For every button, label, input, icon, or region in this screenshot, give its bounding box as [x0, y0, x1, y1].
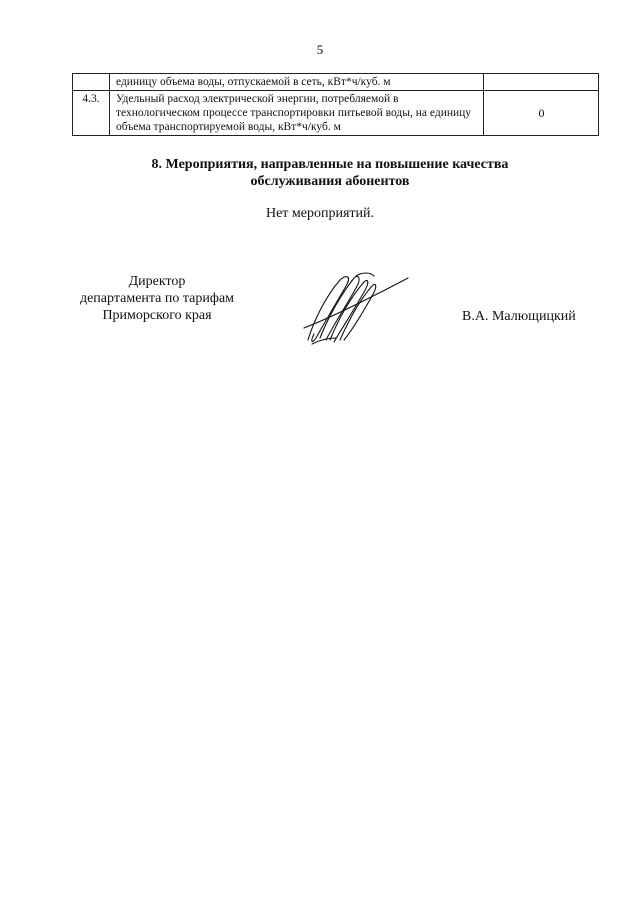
section-heading: [90, 156, 570, 190]
row-number-cell: 4.3.: [73, 91, 110, 136]
signer-name: В.А. Малющицкий: [462, 309, 576, 324]
indicator-value-cell: 0: [484, 91, 599, 136]
signer-title: [62, 273, 252, 324]
section-body-text: Нет мероприятий.: [265, 206, 375, 221]
indicator-name-cell: единицу объема воды, отпускаемой в сеть, кВт*ч/куб. м: [110, 74, 484, 91]
indicators-table: [72, 73, 599, 136]
table-row: [73, 74, 599, 91]
indicator-name-cell: Удельный расход электрической энергии, потребляемой в технологическом процессе транспортировки питьевой воды, на единицу объема транспортируемой воды, кВт*ч/куб. м: [110, 91, 484, 136]
page-number: 5: [316, 42, 324, 57]
signer-title-line: департамента по тарифам: [79, 291, 235, 306]
signer-title-line: Приморского края: [102, 308, 212, 323]
indicator-value-cell: [484, 74, 599, 91]
section-heading-line: 8. Мероприятия, направленные на повышение качества: [151, 157, 509, 172]
row-number-cell: [73, 74, 110, 91]
signer-title-line: Директор: [128, 274, 186, 289]
section-heading-line: обслуживания абонентов: [250, 174, 410, 189]
table-row: [73, 91, 599, 136]
handwritten-signature: [300, 268, 415, 348]
